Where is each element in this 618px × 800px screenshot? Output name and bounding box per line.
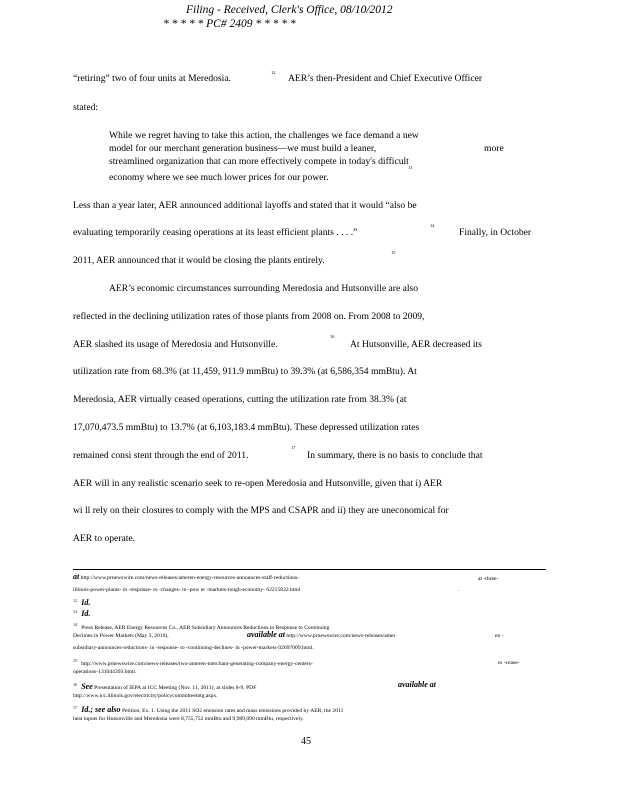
- footnote-line: at http://www.prnewswire.com/news-releases/ameren-energy-resources-announces-staff-reductions-: [73, 572, 300, 581]
- footnote-line: subsidiary-announces-reductions- in -response- to -continuing-declines- in -power-markets-92697009.html.: [73, 645, 314, 651]
- page-number: 45: [301, 736, 311, 747]
- footnote-ref: 16: [330, 334, 335, 339]
- body-line: AER to operate.: [73, 533, 136, 544]
- footnote-ref: 15: [391, 250, 396, 255]
- footnote-line: $^{17}$ Id.; see also Petition, Ex. 1. Using the 2011 SO2 emission rates and mass emissions provided by AER, the 2011: [73, 704, 344, 714]
- body-line: wi ll rely on their closures to comply with the MPS and CSAPR and ii) they are uneconomical for: [73, 505, 449, 516]
- footnote-line: at -three-: [478, 576, 499, 582]
- block-quote-line: more: [484, 143, 504, 154]
- filing-header-line2: * * * * * PC# 2409 * * * * *: [163, 18, 296, 30]
- footnote-ref: 12: [271, 70, 276, 75]
- footnote-divider: [73, 569, 546, 570]
- body-line: AER will in any realistic scenario seek to re-open Meredosia and Hutsonville, given that i) AER: [73, 478, 443, 489]
- body-line: 17,070,473.5 mmBtu) to 13.7% (at 6,103,183.4 mmBtu). These depressed utilization rates: [73, 422, 420, 433]
- block-quote-line: streamlined organization that can more effectively compete in today's difficult: [109, 156, 409, 167]
- footnote-line: heat inputs for Hutsonville and Meredosia were 8,755,752 mmBtu and 9,989,090 mmBtu, respectively.: [73, 716, 304, 722]
- footnote-ref: 14: [430, 223, 435, 228]
- block-quote-line: model for our merchant generation business—we must build a leaner,: [109, 143, 377, 154]
- footnote-line: en -: [495, 633, 504, 639]
- body-line: utilization rate from 68.3% (at 11,459, 911.9 mmBtu) to 39.3% (at 6,586,354 mmBtu). At: [73, 366, 417, 377]
- footnote-ref: 13: [408, 165, 413, 170]
- body-line: Less than a year later, AER announced additional layoffs and stated that it would “also be: [73, 200, 417, 211]
- body-line: remained consi stent through the end of 2011.: [73, 450, 249, 461]
- body-line: AER’s economic circumstances surrounding Meredosia and Hutsonville are also: [109, 283, 419, 294]
- filing-header-line1: Filing - Received, Clerk's Office, 08/10/2012: [186, 4, 393, 16]
- footnote-line: $^{16}$ See Presentation of IEPA at ICC Meeting (Nov. 11, 2011), at slides 8-9, PDF: [73, 681, 257, 691]
- footnote-line: operations-131044393.html.: [73, 669, 137, 675]
- footnote-line: $^{14}$ Press Release, AER Energy Resources Co., AER Subsidiary Announces Reductions in Response to Continuing: [73, 622, 330, 631]
- footnote-ref: 17: [291, 445, 296, 450]
- body-line: AER’s then-President and Chief Executive Officer: [288, 73, 483, 84]
- body-line: Meredosia, AER virtually ceased operations, cutting the utilization rate from 38.3% (at: [73, 394, 407, 405]
- footnote-line: to -cease-: [498, 660, 520, 666]
- body-line: In summary, there is no basis to conclude that: [307, 450, 483, 461]
- footnote-line: available at http://www.prnewswire.com/news-releases/amer: [247, 630, 396, 639]
- body-line: stated:: [73, 102, 99, 113]
- footnote-line: $^{12}$ Id.: [73, 597, 91, 607]
- block-quote-line: While we regret having to take this action, the challenges we face demand a new: [109, 130, 419, 141]
- body-line: reflected in the declining utilization rates of those plants from 2008 on. From 2008 to 2009,: [73, 311, 425, 322]
- block-quote-line: economy where we see much lower prices for our power.: [109, 172, 329, 183]
- footnote-line: $^{15}$ http://www.prnewswire.com/news-releases/two-ameren-merchant-generating-company-energy-centers-: [73, 658, 313, 667]
- footnote-line: available at: [398, 680, 436, 689]
- body-line: “retiring” two of four units at Meredosia.: [73, 73, 231, 84]
- footnote-line: Declines in Power Markets (May 3, 2010),: [73, 633, 169, 639]
- body-line: AER slashed its usage of Meredosia and Hutsonville.: [73, 339, 278, 350]
- body-line: evaluating temporarily ceasing operations at its least efficient plants . . . .”: [73, 227, 358, 238]
- body-line: At Hutsonville, AER decreased its: [350, 339, 482, 350]
- body-line: Finally, in October: [459, 227, 532, 238]
- footnote-line: illinois-power-plants- in -response- to -changes- in -pow er -markets-tough-economy- 62215822.html: [73, 587, 301, 593]
- footnote-line: http://www.icc.illinois.gov/electricity/policycommitteemtg.aspx.: [73, 693, 218, 699]
- footnote-line: .: [458, 587, 460, 593]
- footnote-line: $^{13}$ Id.: [73, 608, 91, 618]
- body-line: 2011, AER announced that it would be closing the plants entirely.: [73, 255, 325, 266]
